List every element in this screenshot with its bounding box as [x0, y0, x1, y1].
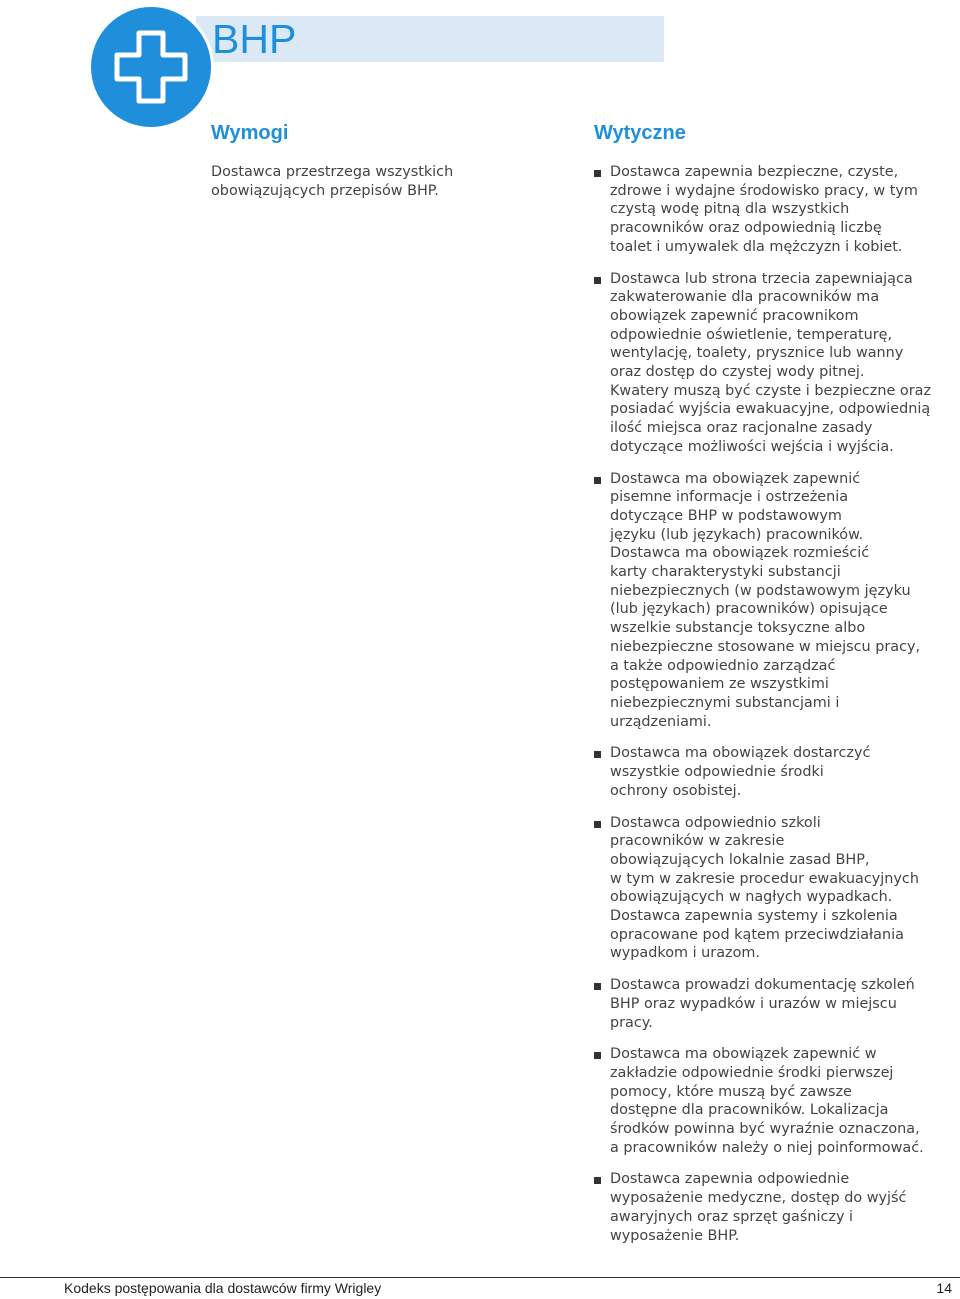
bullet-square-icon [594, 751, 601, 758]
bullet-square-icon [594, 1177, 601, 1184]
bullet-square-icon [594, 277, 601, 284]
guideline-text: Dostawca lub strona trzecia zapewniająca zakwaterowanie dla pracowników ma obowiązek zapewnić pracownikom odpowiednie oświetlenie, temperaturę, wentylację, toalety, prysznice lub wanny oraz dostęp do czystej wody pitnej. Kwatery muszą być czyste i bezpieczne oraz posiadać wyjścia ewakuacyjne, odpowiednią ilość miejsca oraz racjonalne zasady dotyczące możliwości wejścia i wyjścia. [610, 270, 932, 455]
requirements-heading: Wymogi [211, 122, 289, 144]
bullet-square-icon [594, 983, 601, 990]
guideline-item [594, 976, 960, 1032]
guideline-text: Dostawca ma obowiązek zapewnić pisemne informacje i ostrzeżenia dotyczące BHP w podstawowym języku (lub językach) pracowników. Dostawca ma obowiązek rozmieścić karty charakterystyki substancji niebezpiecznych (w podstawowym języku (lub językach) pracowników) opisujące wszelkie substancje toksyczne albo niebezpieczne stosowane w miejscu pracy, a także odpowiednio zarządzać postępowaniem ze wszystkimi niebezpiecznymi substancjami i urządzeniami. [610, 470, 921, 730]
medical-cross-icon [88, 4, 214, 130]
footer-document-title: Kodeks postępowania dla dostawców firmy Wrigley [64, 1280, 382, 1296]
page-number: 14 [936, 1280, 952, 1296]
guideline-item [594, 744, 960, 800]
guideline-text: Dostawca zapewnia odpowiednie wyposażenie medyczne, dostęp do wyjść awaryjnych oraz sprzęt gaśniczy i wyposażenie BHP. [610, 1171, 907, 1244]
guideline-text: Dostawca ma obowiązek zapewnić w zakładzie odpowiednie środki pierwszej pomocy, które muszą być zawsze dostępne dla pracowników. Lokalizacja środków powinna być wyraźnie oznaczona, a pracowników należy o niej poinformować. [610, 1046, 924, 1156]
guideline-text: Dostawca zapewnia bezpieczne, czyste, zdrowe i wydajne środowisko pracy, w tym czystą wodę pitną dla wszystkich pracowników oraz odpowiednią liczbę toalet i umywalek dla mężczyzn i kobiet. [610, 164, 918, 255]
bullet-square-icon [594, 170, 601, 177]
guideline-item [594, 1170, 960, 1245]
page-title: BHP [212, 16, 297, 62]
guideline-text: Dostawca odpowiednio szkoli pracowników w zakresie obowiązujących lokalnie zasad BHP, w tym w zakresie procedur ewakuacyjnych obowiązujących w nagłych wypadkach. Dostawca zapewnia systemy i szkolenia opracowane pod kątem przeciwdziałania wypadkom i urazom. [610, 814, 919, 962]
guidelines-heading: Wytyczne [594, 122, 686, 144]
guideline-item [594, 470, 960, 732]
guideline-text: Dostawca ma obowiązek dostarczyć wszystkie odpowiednie środki ochrony osobistej. [610, 745, 871, 799]
guideline-item [594, 270, 960, 457]
guideline-text: Dostawca prowadzi dokumentację szkoleń BHP oraz wypadków i urazów w miejscu pracy. [610, 977, 915, 1031]
page-footer [0, 1277, 960, 1299]
guideline-item [594, 1045, 960, 1157]
guidelines-list [594, 163, 960, 1245]
bullet-square-icon [594, 1052, 601, 1059]
guideline-item [594, 163, 960, 257]
bullet-square-icon [594, 477, 601, 484]
title-band [196, 16, 664, 62]
bullet-square-icon [594, 821, 601, 828]
guideline-item [594, 814, 960, 964]
requirements-text: Dostawca przestrzega wszystkich obowiązujących przepisów BHP. [211, 164, 454, 199]
